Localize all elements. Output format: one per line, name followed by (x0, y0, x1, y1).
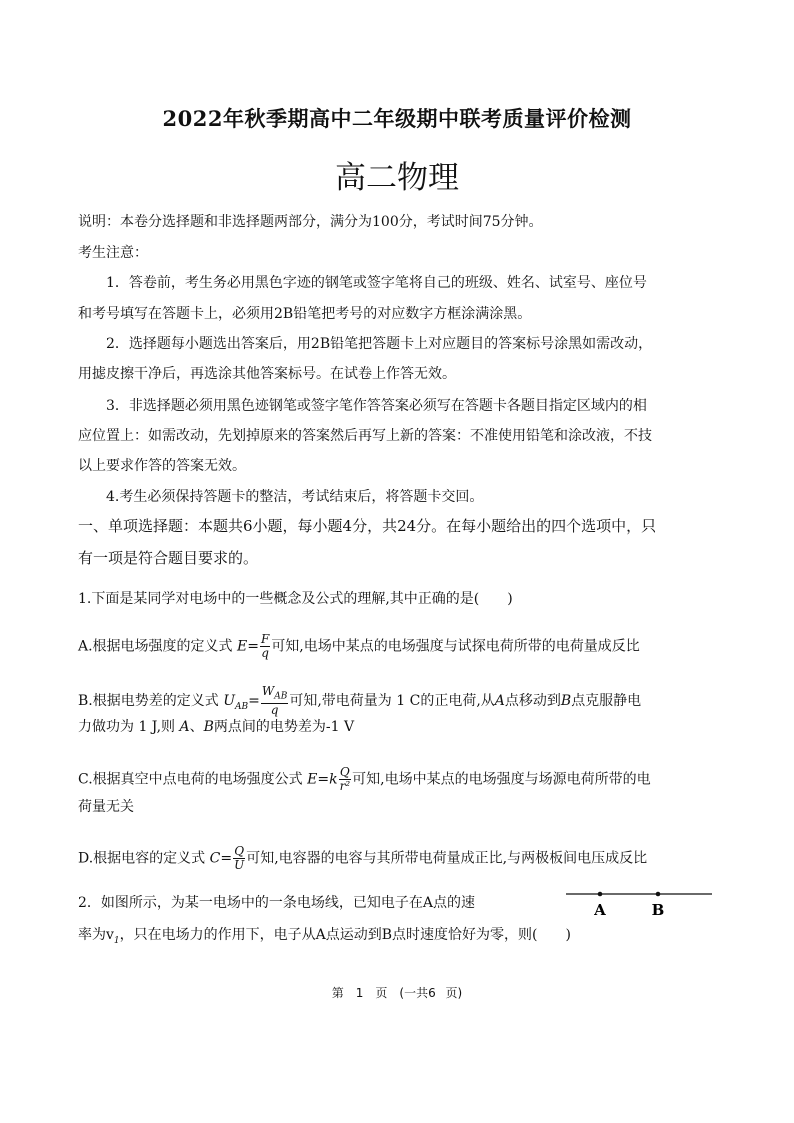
page-footer: 第 1 页 (一共6 页) (331, 986, 463, 1000)
notice-item-3-line-2: 应位置上：如需改动，先划掉原来的答案然后再写上新的答案：不准使用铅笔和涂改液，不技 (78, 428, 652, 444)
question-1-option-b-line-1: B.根据电势差的定义式 $U_{AB}=$ $\frac{W_{AB}}{q}$ 可知,带电荷量为 1 C的正电荷,从A点移动到B点克服静电 (78, 684, 642, 718)
question-2-line-2: 率为$v_1$，只在电场力的作用下，电子从A点运动到B点时速度恰好为零，则( ) (78, 927, 571, 946)
point-b-label: B (651, 901, 665, 919)
notice-item-2-line-2: 用摅皮擦干净后，再选涂其他答案标号。在试卷上作答无效。 (78, 366, 456, 382)
question-1-option-a: A.根据电场强度的定义式 E= $\frac{F}{q}$ 可知,电场中某点的电场强度与试探电荷所带的电荷量成反比 (78, 632, 640, 660)
point-a-dot (598, 892, 603, 897)
point-b-dot (656, 892, 661, 897)
notice-item-1-line-1: 1．答卷前，考生务必用黑色字迹的钢笔或签字笔将自己的班级、姓名、试室号、座位号 (106, 275, 647, 291)
notice-item-3-line-3: 以上要求作答的答案无效。 (78, 458, 246, 474)
point-a-label: A (594, 901, 606, 919)
question-1-option-d: D.根据电容的定义式 C= $\frac{Q}{U}$ 可知,电容器的电容与其所带电荷量成正比,与两极板间电压成反比 (78, 844, 648, 872)
notice-item-2-line-1: 2．选择题每小题选出答案后，用2B铅笔把答题卡上对应题目的答案标号涂黑如需改动， (106, 336, 653, 352)
question-1-stem: 1.下面是某同学对电场中的一些概念及公式的理解,其中正确的是( ) (78, 591, 513, 607)
notice-item-1-line-2: 和考号填写在答题卡上，必须用2B铅笔把考号的对应数字方框涂满涂黑。 (78, 306, 532, 322)
exam-description: 说明：本卷分选择题和非选择题两部分，满分为100分，考试时间75分钟。 (78, 214, 543, 230)
fraction-q-over-r-squared: $\frac{Q}{\text{r²}}$ (339, 765, 351, 793)
fraction-wab-over-q: $\frac{W_{AB}}{q}$ (261, 684, 288, 718)
fraction-q-over-u: $\frac{Q}{U}$ (234, 844, 245, 872)
notice-heading: 考生注意： (78, 245, 148, 261)
electric-field-line-diagram (566, 883, 712, 923)
exam-title: 2022年秋季期高中二年级期中联考质量评价检测 (162, 106, 632, 131)
question-1-option-c-line-1: C.根据真空中点电荷的电场强度公式 E=k $\frac{Q}{\text{r²}}$ 可知,电场中某点的电场强度与场源电荷所带的电 (78, 765, 651, 793)
question-1-option-c-line-2: 荷量无关 (78, 799, 134, 815)
notice-item-3-line-1: 3．非选择题必须用黑色迹钢笔或签字笔作答答案必须写在答题卡各题目指定区域内的相 (106, 398, 647, 414)
section-1-heading-line-2: 有一项是符合题目要求的。 (78, 549, 259, 567)
section-1-heading-line-1: 一、单项选择题：本题共6小题，每小题4分，共24分。在每小题给出的四个选项中，只 (78, 517, 657, 535)
question-1-option-b-line-2: 力做功为 1 J,则 A、B两点间的电势差为-1 V (78, 719, 355, 735)
subject-title: 高二物理 (335, 160, 459, 196)
notice-item-4-line-1: 4.考生必须保持答题卡的整洁，考试结束后，将答题卡交回。 (106, 489, 484, 505)
fraction-f-over-q: $\frac{F}{q}$ (260, 632, 270, 660)
question-2-line-1: 2．如图所示，为某一电场中的一条电场线，已知电子在A点的速 (78, 895, 476, 911)
